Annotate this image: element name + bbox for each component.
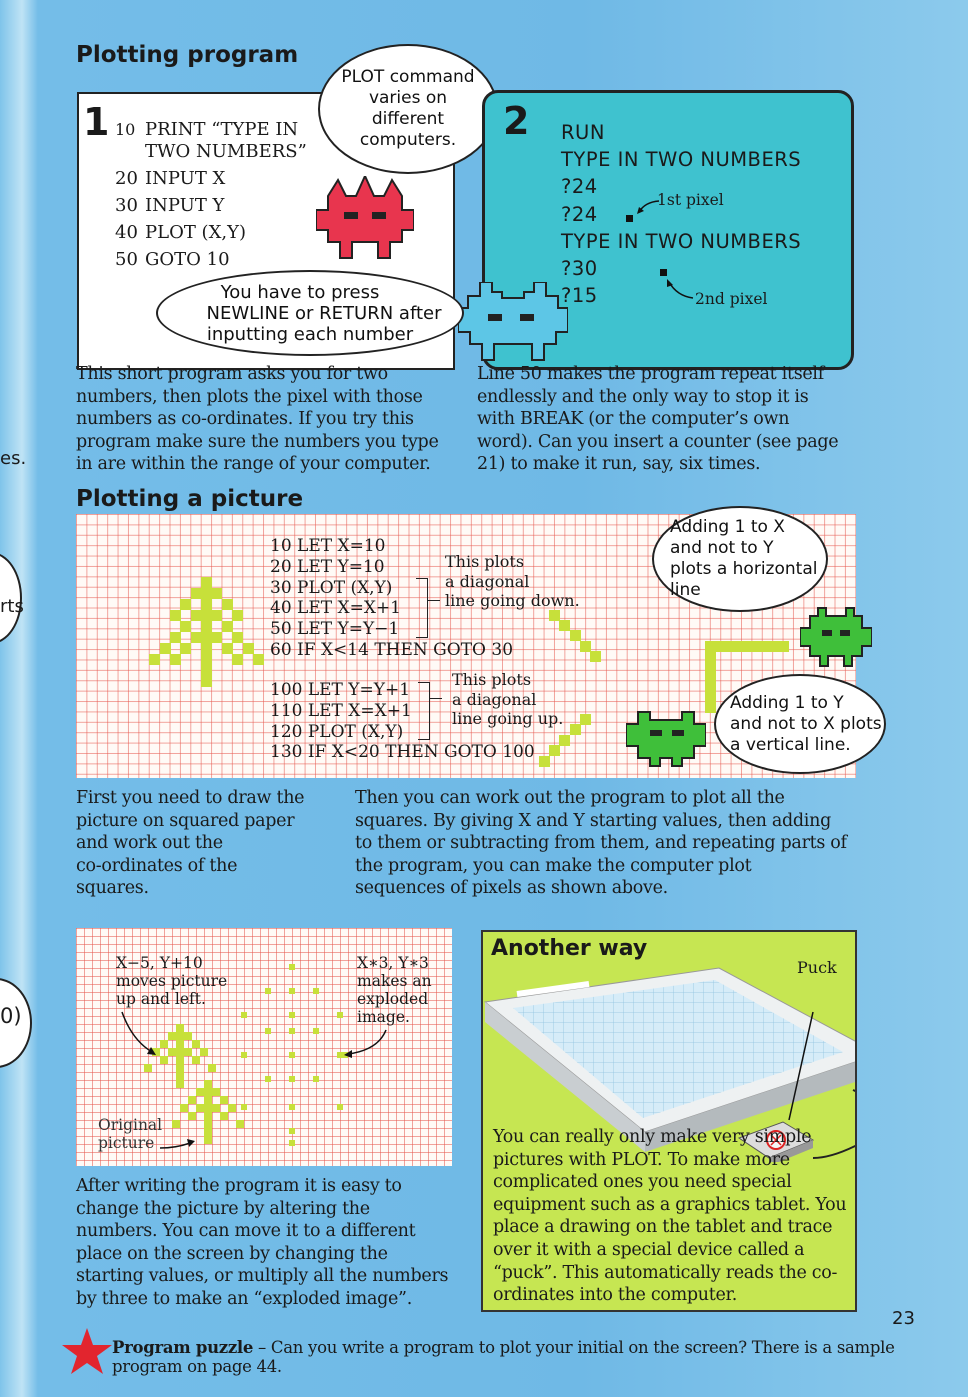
page-number: 23 [892, 1308, 915, 1329]
label-original-picture: Original picture [98, 1116, 163, 1152]
label-exploded-image: X∗3, Y∗3 makes an exploded image. [357, 954, 432, 1026]
vertical-line [705, 641, 716, 713]
speech-bubble-horizontal: Adding 1 to X and not to Y plots a horizontal line [652, 506, 828, 612]
arrow-icon [118, 1010, 158, 1058]
label-puck: Puck [797, 958, 837, 977]
program-listing-a: 10 LET X=10 20 LET Y=10 30 PLOT (X,Y) 40 LET X=X+1 50 LET Y=Y−1 60 IF X<14 THEN GOTO 30 [270, 536, 514, 660]
second-pixel [660, 269, 667, 276]
left-edge-fragment: rts [0, 596, 24, 617]
code-line: 10 PRINT “TYPE IN [115, 119, 299, 140]
code-line: 50 GOTO 10 [115, 249, 230, 270]
cyan-monster-icon [458, 282, 568, 362]
speech-bubble-plot: PLOT command varies on different computers. [318, 44, 498, 174]
speech-bubble-newline: You have to press NEWLINE or RETURN after inputting each number [156, 270, 464, 356]
green-monster-icon [626, 708, 706, 768]
program-listing-b: 100 LET Y=Y+1 110 LET X=X+1 120 PLOT (X,Y) 130 IF X<20 THEN GOTO 100 [270, 680, 535, 763]
label-2nd-pixel: 2nd pixel [695, 290, 768, 308]
paragraph-short-program: This short program asks you for two numbers, then plots the pixel with those numbers as co-ordinates. If you try this program make sure the numbers you type in are within the range of your computer. [76, 364, 439, 475]
another-way-panel [481, 930, 857, 1312]
code-line: 20 INPUT X [115, 168, 226, 189]
bracket [418, 682, 430, 740]
paragraph-line-50: Line 50 makes the program repeat itself endlessly and the only way to stop it is with BREAK (or the computer’s own word). Can you insert a counter (see page 21) to make it run, say, six times. [477, 364, 839, 475]
section-heading-plotting-program: Plotting program [76, 42, 299, 68]
section-heading-plotting-picture: Plotting a picture [76, 486, 304, 512]
code-line: 30 INPUT Y [115, 195, 225, 216]
speech-bubble-vertical: Adding 1 to Y and not to X plots a vertical line. [714, 674, 886, 774]
bracket-tick [428, 600, 440, 601]
box-number: 1 [83, 100, 110, 144]
code-line: TWO NUMBERS” [145, 141, 307, 162]
red-monster-icon [316, 176, 414, 266]
star-icon [62, 1328, 112, 1376]
graph-paper-transform-panel [76, 928, 452, 1166]
program-puzzle-label: Program puzzle [112, 1338, 254, 1357]
program-puzzle: Program puzzle – Can you write a program to plot your initial on the screen? There is a sample program on page 44. [112, 1338, 895, 1376]
arrow-icon [340, 1028, 390, 1060]
note-diagonal-up: This plots a diagonal line going up. [452, 670, 564, 728]
bracket-tick [430, 698, 442, 699]
box-number: 2 [503, 99, 530, 143]
arrow-icon [635, 198, 663, 216]
paragraph-draw-picture: First you need to draw the picture on squared paper and work out the co-ordinates of the squares. [76, 788, 305, 899]
first-pixel [626, 215, 633, 222]
paragraph-after-writing: After writing the program it is easy to change the picture by altering the numbers. You can move it to a different place on the screen by changing the starting values, or multiply all the numbers by three to make an “exploded image”. [76, 1176, 449, 1309]
label-move-picture: X−5, Y+10 moves picture up and left. [116, 954, 228, 1008]
paragraph-another-way: You can really only make very simple pictures with PLOT. To make more complicated ones you need special equipment such as a graphics tablet. You place a drawing on the tablet and trace over it with a special device called a “puck”. This automatically reads the co- ordinates into the computer. [493, 1127, 847, 1306]
left-edge-fragment: 0) [0, 1004, 22, 1028]
code-line: 40 PLOT (X,Y) [115, 222, 247, 243]
arrow-icon [663, 278, 695, 300]
another-way-heading: Another way [491, 936, 648, 961]
green-monster-icon [800, 606, 872, 668]
screen-output: RUN TYPE IN TWO NUMBERS ?24 ?24 TYPE IN TWO NUMBERS ?30 ?15 [561, 121, 802, 308]
paragraph-work-out-program: Then you can work out the program to plot all the squares. By giving X and Y starting values, then adding to them or subtracting from them, and repeating parts of the program, you can make the computer plot sequences of pixels as shown above. [355, 788, 847, 899]
note-diagonal-down: This plots a diagonal line going down. [445, 552, 580, 610]
bracket [416, 578, 428, 638]
arrow-icon [158, 1138, 198, 1152]
label-1st-pixel: 1st pixel [657, 191, 724, 209]
program-listing [115, 116, 307, 273]
left-edge-fragment: es. [0, 448, 27, 469]
horizontal-line [705, 641, 789, 652]
